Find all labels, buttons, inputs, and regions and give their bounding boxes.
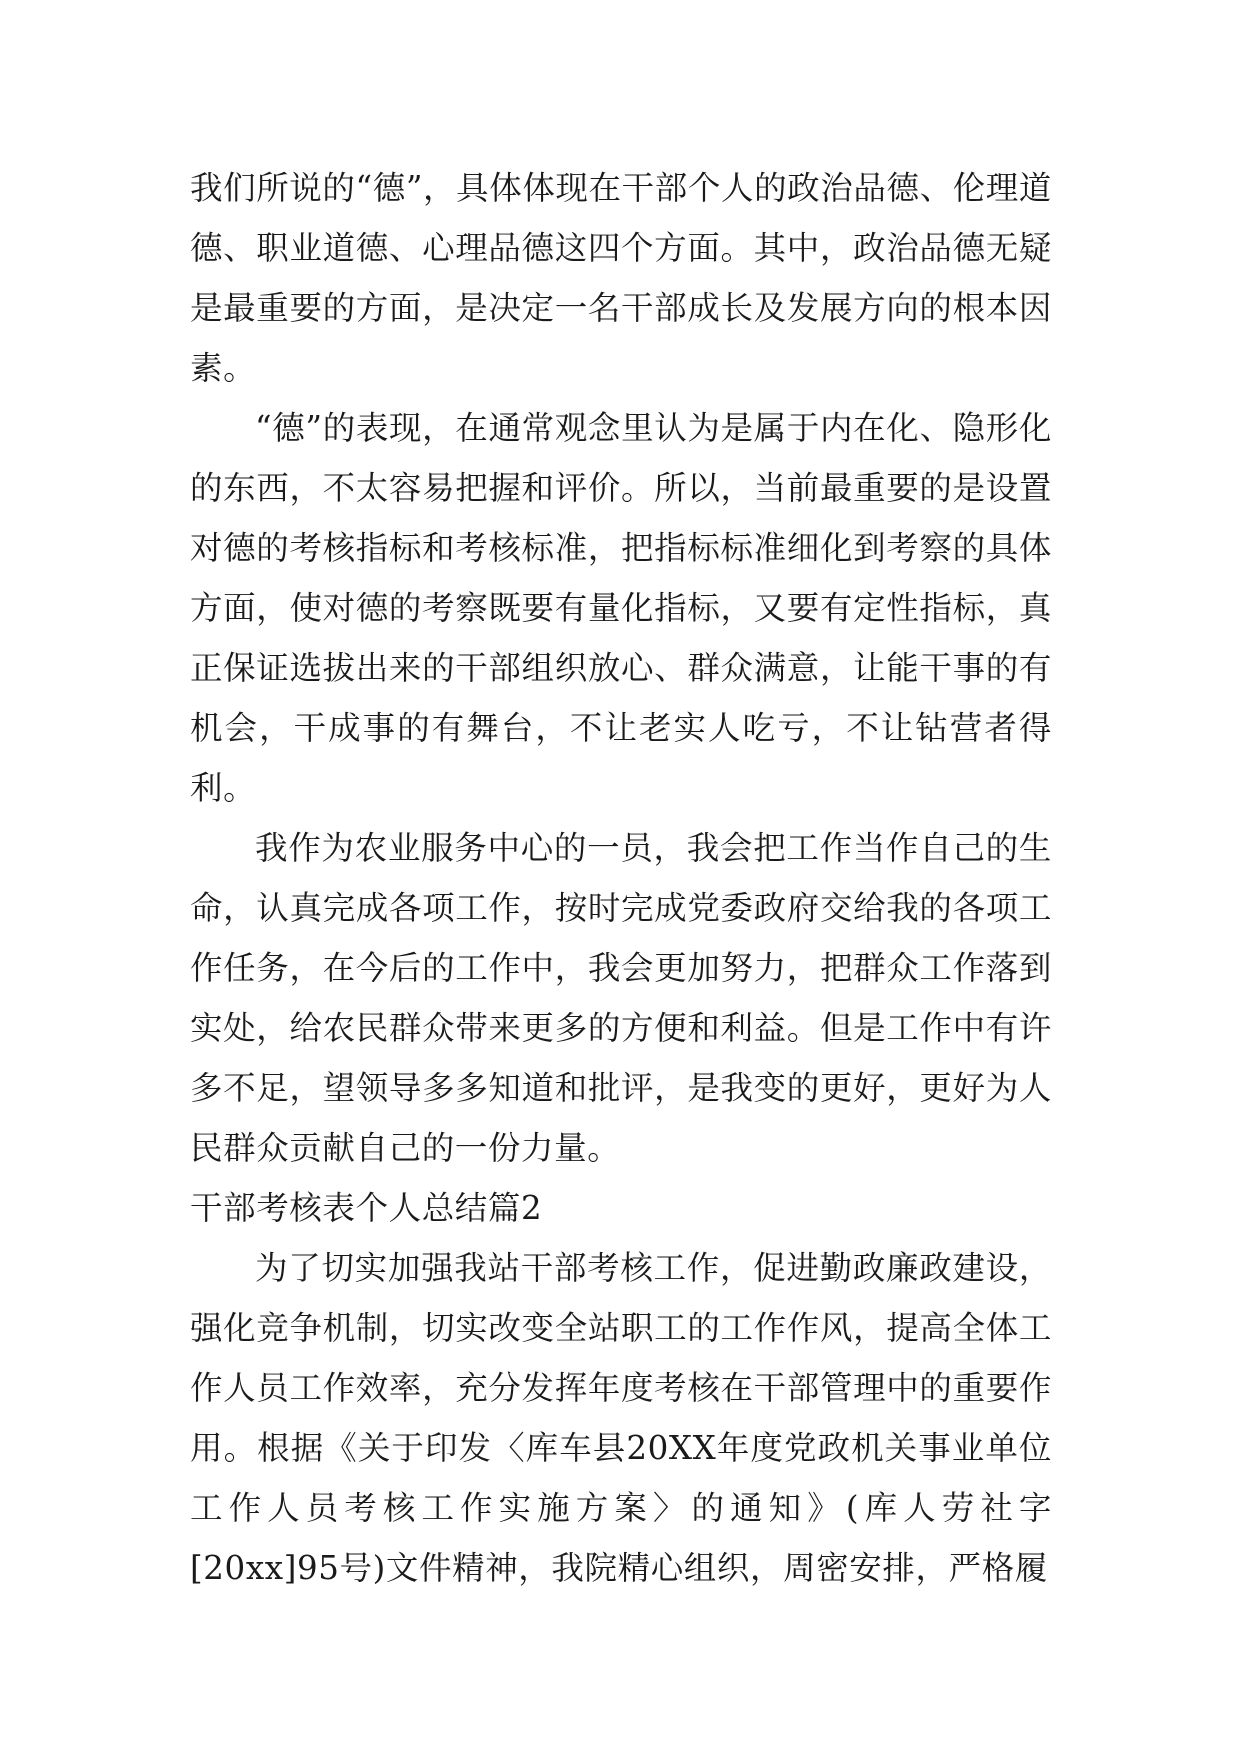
paragraph-de-definition: 我们所说的“德”，具体体现在干部个人的政治品德、伦理道德、职业道德、心理品德这四个方面。其中，政治品德无疑是最重要的方面，是决定一名干部成长及发展方向的根本因素。 [190, 169, 1052, 387]
document-body [190, 158, 1052, 1598]
paragraph-personal-commitment: 我作为农业服务中心的一员，我会把工作当作自己的生命，认真完成各项工作，按时完成党委政府交给我的各项工作任务，在今后的工作中，我会更加努力，把群众工作落到实处，给农民群众带来更多的方便和利益。但是工作中有许多不足，望领导多多知道和批评，是我变的更好，更好为人民群众贡献自己的一份力量。 [190, 829, 1052, 1167]
section-heading: 干部考核表个人总结篇2 [190, 1189, 543, 1227]
paragraph-section-2-intro: 为了切实加强我站干部考核工作，促进勤政廉政建设，强化竞争机制，切实改变全站职工的工作作风，提高全体工作人员工作效率，充分发挥年度考核在干部管理中的重要作用。根据《关于印发〈库车县20XX年度党政机关事业单位工作人员考核工作实施方案〉的通知》(库人劳社字[20xx]95号)文件精神，我院精心组织，周密安排，严格履 [190, 1249, 1052, 1587]
paragraph-de-evaluation: “德”的表现，在通常观念里认为是属于内在化、隐形化的东西，不太容易把握和评价。所以，当前最重要的是设置对德的考核指标和考核标准，把指标标准细化到考察的具体方面，使对德的考察既要有量化指标，又要有定性指标，真正保证选拔出来的干部组织放心、群众满意，让能干事的有机会，干成事的有舞台，不让老实人吃亏，不让钻营者得利。 [190, 409, 1052, 807]
